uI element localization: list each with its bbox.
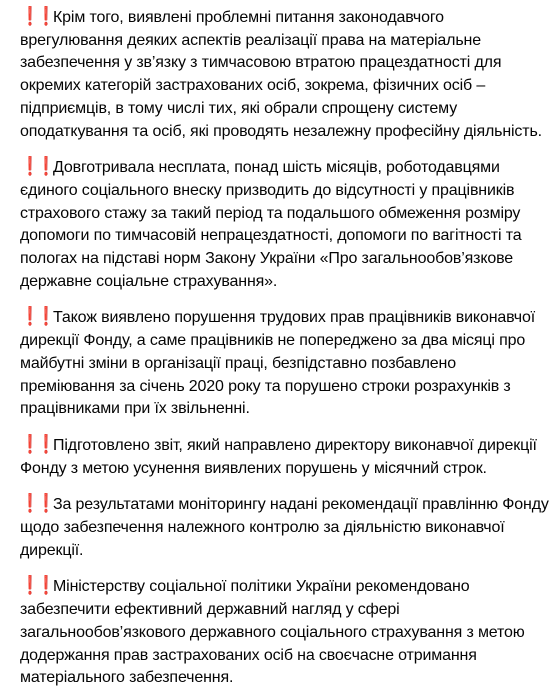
- exclamation-mark-icon: ❗: [37, 433, 56, 454]
- paragraph-6: [20, 576, 550, 690]
- paragraph-text: Довготривала несплата, понад шість місяців, роботодавцями єдиного соціального внеску призводить до відсутності у працівників страхового стажу за такий період та подальшого обмеження розміру допомоги по тимчасовій непрацездатності, допомоги по вагітності та пологах на підставі норм Закону України «Про загальнообов’язкове державне соціальне страхування».: [20, 159, 522, 290]
- exclamation-markers: [20, 156, 56, 177]
- exclamation-mark-icon: ❗: [21, 6, 40, 26]
- paragraph-4: [20, 435, 550, 480]
- paragraph-2: [20, 157, 550, 293]
- paragraph-1: [20, 7, 550, 143]
- exclamation-markers: [20, 306, 56, 327]
- exclamation-mark-icon: ❗: [21, 433, 40, 454]
- exclamation-markers: [20, 575, 56, 596]
- exclamation-mark-icon: ❗: [21, 306, 40, 327]
- paragraph-text: Міністерству соціальної політики України рекомендовано забезпечити ефективний державний нагляд у сфері загальнообов’язкового державного соціального страхування з метою додержання прав застрахованих осіб на своєчасне отримання матеріального забезпечення.: [20, 578, 525, 687]
- exclamation-mark-icon: ❗: [21, 156, 40, 177]
- paragraph-text: Підготовлено звіт, який направлено директору виконавчої дирекції Фонду з метою усунення виявлених порушень у місячний строк.: [20, 436, 537, 477]
- exclamation-mark-icon: ❗: [21, 575, 40, 596]
- exclamation-mark-icon: ❗: [37, 575, 56, 596]
- exclamation-mark-icon: ❗: [37, 493, 56, 514]
- paragraph-3: [20, 307, 550, 421]
- paragraph-5: [20, 494, 550, 562]
- paragraph-text: Також виявлено порушення трудових прав працівників виконавчої дирекції Фонду, а саме працівників не попереджено за два місяці про майбутні зміни в організації праці, безпідставно позбавлено преміювання за січень 2020 року та порушено строки розрахунків з працівниками при їх звільненні.: [20, 309, 535, 418]
- exclamation-mark-icon: ❗: [37, 6, 56, 26]
- exclamation-markers: [20, 6, 56, 26]
- exclamation-markers: [20, 493, 56, 514]
- exclamation-mark-icon: ❗: [37, 306, 56, 327]
- exclamation-mark-icon: ❗: [21, 493, 40, 514]
- exclamation-markers: [20, 433, 56, 454]
- exclamation-mark-icon: ❗: [37, 156, 56, 177]
- paragraph-text: Крім того, виявлені проблемні питання законодавчого врегулювання деяких аспектів реалізації права на матеріальне забезпечення у зв’язку з тимчасовою втратою працездатності для окремих категорій застрахованих осіб, зокрема, фізичних осіб – підприємців, в тому числі тих, які обрали спрощену систему оподаткування та осіб, які проводять незалежну професійну діяльність.: [20, 9, 542, 140]
- paragraph-text: За результатами моніторингу надані рекомендації правлінню Фонду щодо забезпечення належного контролю за діяльністю виконавчої дирекції.: [20, 496, 549, 559]
